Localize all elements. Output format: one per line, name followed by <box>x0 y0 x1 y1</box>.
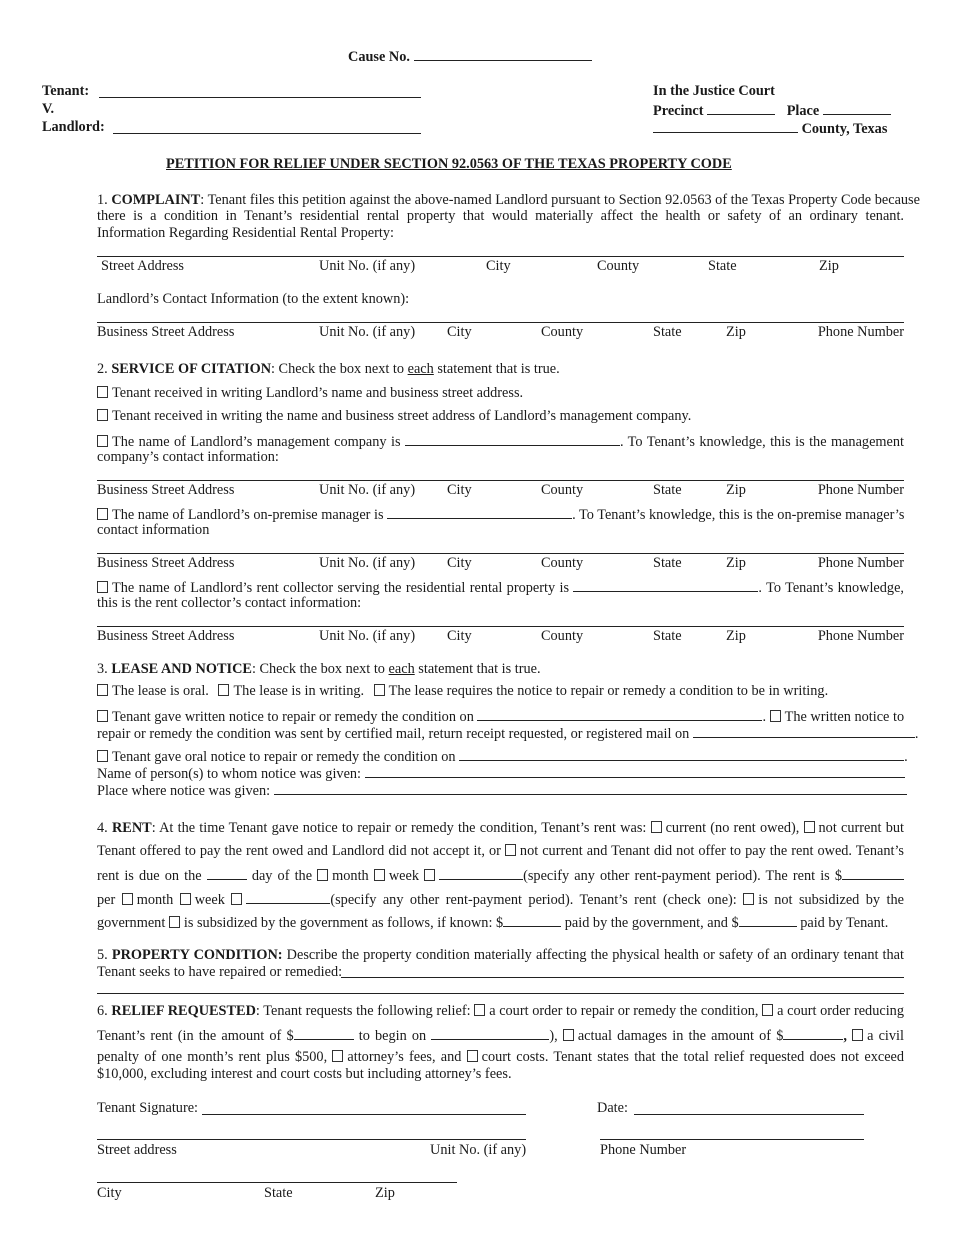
oral-notice-date-field[interactable] <box>459 747 904 761</box>
s6-line1: 6. RELIEF REQUESTED: Tenant requests the following relief: a court order to repair or remedy the condition, a court order reducing <box>97 1003 904 1019</box>
attorney-fees-checkbox[interactable] <box>332 1050 343 1062</box>
tenant-phone-field[interactable] <box>600 1139 864 1140</box>
subsidized-checkbox[interactable] <box>169 916 180 928</box>
s1-line3: Information Regarding Residential Rental Property: <box>97 225 394 241</box>
s4-line1: 4. RENT: At the time Tenant gave notice to repair or remedy the condition, Tenant’s rent was: current (no rent owed), not current but <box>97 820 904 836</box>
reduction-start-field[interactable] <box>431 1026 549 1040</box>
damages-amount-field[interactable] <box>783 1026 843 1040</box>
rent-not-current-checkbox[interactable] <box>505 844 516 856</box>
city-label: City <box>97 1185 122 1201</box>
not-subsidized-checkbox[interactable] <box>743 893 754 905</box>
reduction-amount-field[interactable] <box>294 1026 354 1040</box>
s2-item2: Tenant received in writing the name and business street address of Landlord’s management company. <box>97 408 691 425</box>
s4-line5: government is subsidized by the government as follows, if known: $ paid by the government, and $ paid by Tenant. <box>97 915 889 931</box>
s5-line1: 5. PROPERTY CONDITION: Describe the property condition materially affecting the physical health or safety of an ordinary tenant that <box>97 947 904 963</box>
document-title: PETITION FOR RELIEF UNDER SECTION 92.0563 OF THE TEXAS PROPERTY CODE <box>166 156 732 172</box>
s3-oral-notice: Tenant gave oral notice to repair or remedy the condition on . <box>97 747 908 766</box>
oral-notice-checkbox[interactable] <box>97 750 108 762</box>
s2-item5: The name of Landlord’s rent collector serving the residential rental property is . To Tenant’s knowledge, <box>97 578 904 597</box>
county-field[interactable] <box>653 119 798 133</box>
unit-label: Unit No. (if any) <box>430 1142 527 1158</box>
due-month-checkbox[interactable] <box>317 869 328 881</box>
rent-amount-field[interactable] <box>842 866 904 880</box>
s2-item3-checkbox[interactable] <box>97 435 108 447</box>
landlord-address-field[interactable] <box>97 322 904 323</box>
rent-due-day-field[interactable] <box>207 866 247 880</box>
on-premise-manager-field[interactable] <box>387 505 572 519</box>
s1-line2: there is a condition in Tenant’s residential rental property that would materially affect the health or safety of an ordinary tenant. <box>97 208 904 224</box>
written-notice-checkbox[interactable] <box>97 710 108 722</box>
tenant-city-field[interactable] <box>97 1182 457 1183</box>
phone-label: Phone Number <box>600 1142 687 1158</box>
tenant-name-field[interactable] <box>99 97 421 98</box>
property-address-field[interactable] <box>97 256 904 257</box>
s2-item4: The name of Landlord’s on-premise manager is . To Tenant’s knowledge, this is the on-premise manager’s <box>97 505 904 524</box>
mail-date-field[interactable] <box>693 724 915 738</box>
s3-place: Place where notice was given: <box>97 781 907 800</box>
precinct-field[interactable] <box>707 101 775 115</box>
signature-date-field[interactable] <box>634 1114 864 1115</box>
collector-address-field[interactable] <box>97 626 904 627</box>
per-month-checkbox[interactable] <box>122 893 133 905</box>
s2-item3-cont: company’s contact information: <box>97 449 279 465</box>
notice-place-field[interactable] <box>274 781 907 795</box>
civil-penalty-checkbox[interactable] <box>852 1029 863 1041</box>
condition-field-2[interactable] <box>97 993 904 994</box>
tenant-label: Tenant: <box>42 83 90 99</box>
state-label: State <box>264 1185 293 1201</box>
s2-item2-checkbox[interactable] <box>97 409 108 421</box>
s1-line1: 1. COMPLAINT: Tenant files this petition against the above-named Landlord pursuant to Section 92.0563 of the Texas Property Code because <box>97 192 920 208</box>
management-company-field[interactable] <box>405 432 620 446</box>
s2-item5-checkbox[interactable] <box>97 581 108 593</box>
relief-reduce-checkbox[interactable] <box>762 1004 773 1016</box>
tenant-amount-field[interactable] <box>739 913 797 927</box>
s3-persons: Name of person(s) to whom notice was given: <box>97 764 905 783</box>
rent-current-checkbox[interactable] <box>651 821 662 833</box>
s3-written-notice: Tenant gave written notice to repair or remedy the condition on . The written notice to <box>97 707 904 726</box>
tenant-street-field[interactable] <box>97 1139 526 1140</box>
landlord-name-field[interactable] <box>113 133 421 134</box>
written-notice-date-field[interactable] <box>477 707 762 721</box>
precinct-row: Precinct Place <box>653 101 891 120</box>
s4-line2: Tenant offered to pay the rent owed and Landlord did not accept it, or not current and Tenant did not offer to pay the rent owed. Tenant’s <box>97 843 904 859</box>
cause-no-label: Cause No. <box>348 47 592 66</box>
s3-written-cont: repair or remedy the condition was sent by certified mail, return receipt requested, or registered mail on . <box>97 726 919 742</box>
s2-heading: 2. SERVICE OF CITATION: Check the box next to each statement that is true. <box>97 361 560 377</box>
per-other-field[interactable] <box>246 890 330 904</box>
s2-item3: The name of Landlord’s management company is . To Tenant’s knowledge, this is the management <box>97 432 904 451</box>
s5-line2: Tenant seeks to have repaired or remedied: <box>97 964 343 980</box>
s6-line4: $10,000, excluding interest and court costs but including attorney’s fees. <box>97 1066 512 1082</box>
s3-lease-options: The lease is oral. The lease is in writing. The lease requires the notice to repair or remedy a condition to be in writing. <box>97 683 828 700</box>
due-week-checkbox[interactable] <box>374 869 385 881</box>
per-other-checkbox[interactable] <box>231 893 242 905</box>
s2-item4-checkbox[interactable] <box>97 508 108 520</box>
zip-label: Zip <box>375 1185 395 1201</box>
landlord-label: Landlord: <box>42 119 105 135</box>
s6-line2: Tenant’s rent (in the amount of $ to begin on ), actual damages in the amount of $ , a civil <box>97 1028 904 1044</box>
tenant-signature-label: Tenant Signature: <box>97 1100 199 1116</box>
actual-damages-checkbox[interactable] <box>563 1029 574 1041</box>
s2-item1: Tenant received in writing Landlord’s name and business street address. <box>97 385 523 402</box>
management-address-field[interactable] <box>97 480 904 481</box>
versus-label: V. <box>42 101 55 117</box>
date-label: Date: <box>597 1100 628 1116</box>
due-other-checkbox[interactable] <box>424 869 435 881</box>
relief-repair-checkbox[interactable] <box>474 1004 485 1016</box>
lease-oral-checkbox[interactable] <box>97 684 108 696</box>
notice-persons-field[interactable] <box>365 764 905 778</box>
government-amount-field[interactable] <box>503 913 561 927</box>
s2-item4-cont: contact information <box>97 522 210 538</box>
landlord-contact-heading: Landlord’s Contact Information (to the extent known): <box>97 291 410 307</box>
s3-heading: 3. LEASE AND NOTICE: Check the box next to each statement that is true. <box>97 661 541 677</box>
rent-not-current-offered-checkbox[interactable] <box>804 821 815 833</box>
s4-line3: rent is due on the day of the month week (specify any other rent-payment period). The rent is $ <box>97 866 904 885</box>
per-week-checkbox[interactable] <box>180 893 191 905</box>
rent-collector-field[interactable] <box>573 578 758 592</box>
condition-field-1[interactable] <box>341 977 904 978</box>
court-label: In the Justice Court <box>653 83 775 99</box>
lease-writing-checkbox[interactable] <box>218 684 229 696</box>
written-certified-checkbox[interactable] <box>770 710 781 722</box>
court-costs-checkbox[interactable] <box>467 1050 478 1062</box>
tenant-signature-field[interactable] <box>202 1114 526 1115</box>
s6-line3: penalty of one month’s rent plus $500, attorney’s fees, and court costs. Tenant states that the total relief requested does not exceed <box>97 1049 905 1065</box>
cause-no-field[interactable] <box>414 47 592 61</box>
lease-requires-checkbox[interactable] <box>374 684 385 696</box>
street-address-label: Street address <box>97 1142 177 1158</box>
manager-address-field[interactable] <box>97 553 904 554</box>
s2-item5-cont: this is the rent collector’s contact information: <box>97 595 362 611</box>
s4-line4: per month week (specify any other rent-payment period). Tenant’s rent (check one): is not subsidized by the <box>97 892 904 908</box>
place-field[interactable] <box>823 101 891 115</box>
s2-item1-checkbox[interactable] <box>97 386 108 398</box>
due-other-field[interactable] <box>439 866 523 880</box>
county-row: County, Texas <box>653 119 887 138</box>
